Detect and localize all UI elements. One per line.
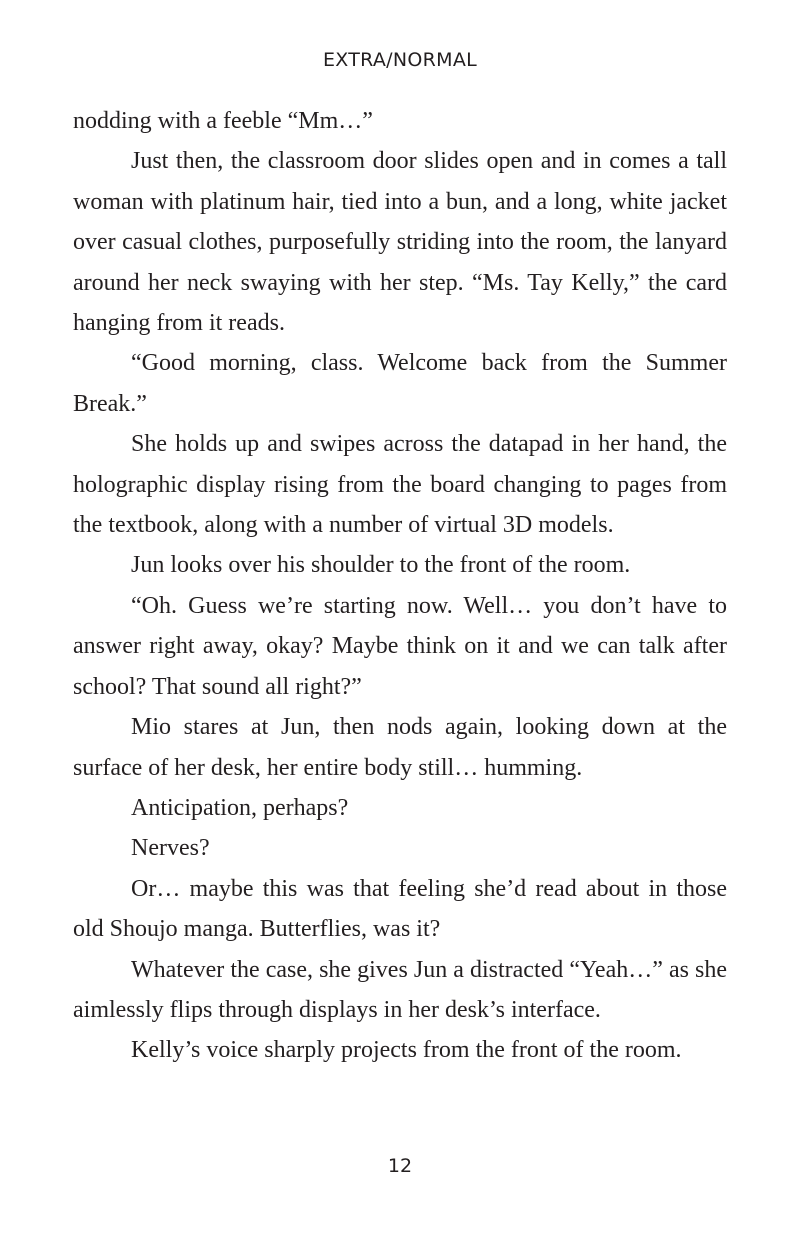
paragraph: Just then, the classroom door slides open and in comes a tall woman with platinum hair, tied into a bun, and a long, white jacket over casual clothes, purposefully striding into the room, the lanyard around her neck swaying with her step. “Ms. Tay Kelly,” the card hanging from it reads. bbox=[73, 148, 727, 337]
paragraph: Or… maybe this was that feeling she’d read about in those old Shoujo manga. Butterflies, was it? bbox=[73, 875, 727, 943]
paragraph: Anticipation, perhaps? bbox=[131, 794, 349, 821]
running-header: EXTRA/NORMAL bbox=[322, 49, 478, 71]
body-text bbox=[73, 101, 727, 1071]
paragraph: Nerves? bbox=[131, 835, 210, 862]
paragraph: Kelly’s voice sharply projects from the front of the room. bbox=[131, 1037, 682, 1064]
paragraph: “Good morning, class. Welcome back from the Summer Break.” bbox=[73, 350, 727, 417]
paragraph: She holds up and swipes across the datapad in her hand, the holographic display rising from the board changing to pages from the textbook, along with a number of virtual 3D models. bbox=[73, 431, 727, 539]
page-number: 12 bbox=[387, 1155, 413, 1177]
paragraph: nodding with a feeble “Mm…” bbox=[73, 108, 373, 134]
paragraph: Mio stares at Jun, then nods again, looking down at the surface of her desk, her entire body still… humming. bbox=[73, 714, 727, 781]
paragraph: Jun looks over his shoulder to the front of the room. bbox=[131, 552, 631, 579]
paragraph: Whatever the case, she gives Jun a distracted “Yeah…” as she aimlessly flips through displays in her desk’s interface. bbox=[73, 956, 727, 1023]
paragraph: “Oh. Guess we’re starting now. Well… you don’t have to answer right away, okay? Maybe think on it and we can talk after school? That sound all right?” bbox=[73, 592, 727, 700]
